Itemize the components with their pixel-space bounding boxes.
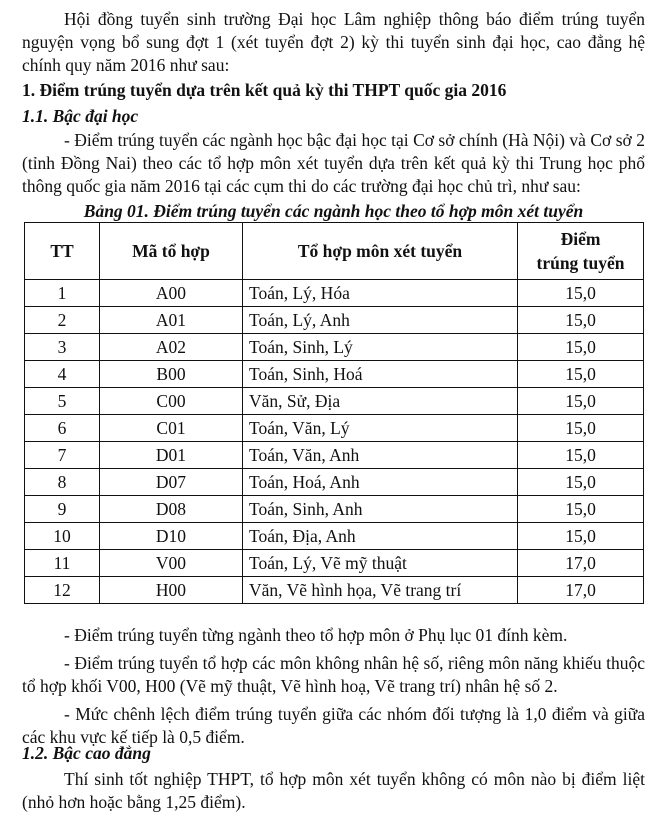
cell-to-hop-mon: Toán, Địa, Anh: [243, 523, 518, 550]
intro-paragraph: Hội đồng tuyển sinh trường Đại học Lâm nghiệp thông báo điểm trúng tuyển nguyện vọng bổ sung đợt 1 (xét tuyển đợt 2) kỳ thi tuyển sinh đại học, cao đẳng hệ chính quy năm 2016 như sau:: [22, 9, 645, 75]
cell-ma-to-hop: A02: [100, 334, 243, 361]
cell-tt: 11: [25, 550, 100, 577]
cell-diem: 15,0: [518, 496, 644, 523]
cell-tt: 12: [25, 577, 100, 604]
subsection-1-1-paragraph: - Điểm trúng tuyển các ngành học bậc đại học tại Cơ sở chính (Hà Nội) và Cơ sở 2 (tỉnh Đồng Nai) theo các tổ hợp môn xét tuyển dựa trên kết quả kỳ thi Trung học phổ thông quốc gia năm 2016 tại các cụm thi do các trường đại học chủ trì, như sau:: [22, 130, 645, 196]
table-row: [25, 334, 644, 361]
subsection-1-2-paragraph: Thí sinh tốt nghiệp THPT, tổ hợp môn xét tuyển không có môn nào bị điểm liệt (nhỏ hơn hoặc bằng 1,25 điểm).: [22, 769, 645, 812]
cell-diem: 15,0: [518, 307, 644, 334]
cell-to-hop-mon: Toán, Lý, Hóa: [243, 280, 518, 307]
cell-diem: 17,0: [518, 550, 644, 577]
cell-to-hop-mon: Toán, Lý, Anh: [243, 307, 518, 334]
header-diem-line2: trúng tuyển: [536, 253, 625, 273]
cell-tt: 4: [25, 361, 100, 388]
cell-diem: 15,0: [518, 361, 644, 388]
table-row: [25, 388, 644, 415]
table-body: [25, 280, 644, 604]
cell-tt: 9: [25, 496, 100, 523]
cell-tt: 10: [25, 523, 100, 550]
cell-tt: 7: [25, 442, 100, 469]
table-row: [25, 496, 644, 523]
header-ma-to-hop: Mã tổ hợp: [100, 223, 243, 280]
cell-ma-to-hop: D08: [100, 496, 243, 523]
header-diem: [518, 223, 644, 280]
cell-diem: 15,0: [518, 415, 644, 442]
header-tt: TT: [25, 223, 100, 280]
cell-ma-to-hop: C00: [100, 388, 243, 415]
table-row: [25, 415, 644, 442]
cell-ma-to-hop: B00: [100, 361, 243, 388]
cell-diem: 15,0: [518, 442, 644, 469]
table-row: [25, 577, 644, 604]
cell-diem: 17,0: [518, 577, 644, 604]
section-1-heading: 1. Điểm trúng tuyển dựa trên kết quả kỳ thi THPT quốc gia 2016: [22, 80, 507, 100]
cell-tt: 1: [25, 280, 100, 307]
cell-ma-to-hop: A01: [100, 307, 243, 334]
table-row: [25, 523, 644, 550]
cell-diem: 15,0: [518, 334, 644, 361]
cell-diem: 15,0: [518, 280, 644, 307]
header-diem-line1: Điểm: [560, 229, 601, 249]
cell-ma-to-hop: D07: [100, 469, 243, 496]
cell-tt: 6: [25, 415, 100, 442]
cell-to-hop-mon: Văn, Sử, Địa: [243, 388, 518, 415]
subsection-1-2-heading: 1.2. Bậc cao đẳng: [22, 743, 151, 763]
table-row: [25, 469, 644, 496]
cell-diem: 15,0: [518, 388, 644, 415]
cell-to-hop-mon: Toán, Lý, Vẽ mỹ thuật: [243, 550, 518, 577]
table-header-row: [25, 223, 644, 280]
cell-ma-to-hop: A00: [100, 280, 243, 307]
cell-diem: 15,0: [518, 469, 644, 496]
table-row: [25, 442, 644, 469]
cell-ma-to-hop: H00: [100, 577, 243, 604]
cell-ma-to-hop: V00: [100, 550, 243, 577]
table-row: [25, 361, 644, 388]
cell-tt: 8: [25, 469, 100, 496]
header-to-hop-mon: Tổ hợp môn xét tuyển: [243, 223, 518, 280]
cell-to-hop-mon: Toán, Hoá, Anh: [243, 469, 518, 496]
table-row: [25, 307, 644, 334]
table-caption: Bảng 01. Điểm trúng tuyển các ngành học theo tổ hợp môn xét tuyển: [83, 201, 584, 221]
admission-score-table: [24, 222, 644, 604]
cell-tt: 2: [25, 307, 100, 334]
cell-to-hop-mon: Toán, Văn, Anh: [243, 442, 518, 469]
cell-tt: 3: [25, 334, 100, 361]
cell-to-hop-mon: Văn, Vẽ hình họa, Vẽ trang trí: [243, 577, 518, 604]
note-1: - Điểm trúng tuyển từng ngành theo tổ hợp môn ở Phụ lục 01 đính kèm.: [64, 625, 568, 645]
cell-to-hop-mon: Toán, Sinh, Lý: [243, 334, 518, 361]
cell-ma-to-hop: D10: [100, 523, 243, 550]
cell-diem: 15,0: [518, 523, 644, 550]
cell-to-hop-mon: Toán, Sinh, Anh: [243, 496, 518, 523]
cell-tt: 5: [25, 388, 100, 415]
cell-to-hop-mon: Toán, Sinh, Hoá: [243, 361, 518, 388]
cell-ma-to-hop: C01: [100, 415, 243, 442]
note-2: - Điểm trúng tuyển tổ hợp các môn không nhân hệ số, riêng môn năng khiếu thuộc tổ hợp khối V00, H00 (Vẽ mỹ thuật, Vẽ hình hoạ, Vẽ trang trí) nhân hệ số 2.: [22, 653, 645, 696]
table-row: [25, 280, 644, 307]
subsection-1-1-heading: 1.1. Bậc đại học: [22, 106, 139, 126]
cell-ma-to-hop: D01: [100, 442, 243, 469]
table-row: [25, 550, 644, 577]
cell-to-hop-mon: Toán, Văn, Lý: [243, 415, 518, 442]
note-3: - Mức chênh lệch điểm trúng tuyển giữa các nhóm đối tượng là 1,0 điểm và giữa các khu vực kế tiếp là 0,5 điểm.: [22, 704, 645, 747]
